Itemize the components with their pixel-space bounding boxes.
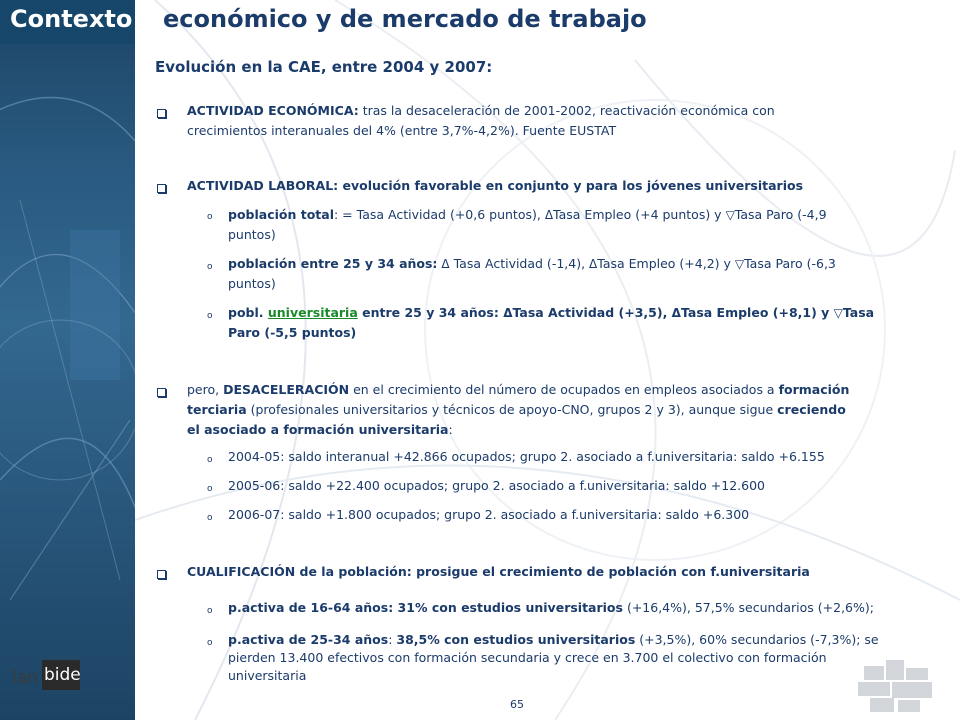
sub-bullet-icon: o bbox=[207, 262, 213, 272]
pobl-universitaria-line2: Paro (-5,5 puntos) bbox=[228, 325, 357, 340]
sub-bullet-icon: o bbox=[207, 606, 213, 616]
actividad-economica-line2: crecimientos interanuales del 4% (entre 3,7%-4,2%). Fuente EUSTAT bbox=[187, 123, 617, 138]
pactiva-25-34-text: (+3,5%), 60% secundarios (-7,3%); se bbox=[635, 632, 879, 647]
government-emblem-icon bbox=[852, 658, 940, 716]
delta-icon: Δ bbox=[441, 257, 450, 271]
delta-icon: Δ bbox=[544, 208, 554, 222]
pactiva-16-64 bbox=[228, 598, 874, 618]
square-bullet-icon bbox=[157, 570, 166, 579]
saldo-2005-06: 2005-06: saldo +22.400 ocupados; grupo 2. asociado a f.universitaria: saldo +12.600 bbox=[228, 478, 766, 493]
poblacion-total-line2: puntos) bbox=[228, 227, 276, 242]
lanbide-logo bbox=[8, 640, 133, 700]
pobl-universitaria-actividad: Tasa Actividad (+3,5), bbox=[512, 305, 672, 320]
poblacion-25-34-actividad: Tasa Actividad (-1,4), bbox=[449, 256, 590, 271]
desaceleracion-line2 bbox=[187, 400, 930, 420]
pactiva-25-34-line3: universitaria bbox=[228, 668, 307, 683]
creciendo-label: creciendo bbox=[777, 402, 846, 417]
sub-bullet-icon: o bbox=[207, 513, 213, 523]
desaceleracion-pre: pero, bbox=[187, 382, 224, 397]
formacion-label: formación bbox=[778, 382, 850, 397]
page-title-part2: económico y de mercado de trabajo bbox=[163, 5, 647, 33]
pactiva-25-34-universitarios: 38,5% con estudios universitarios bbox=[396, 632, 636, 647]
desaceleracion-line3 bbox=[187, 420, 453, 440]
delta-icon: Δ bbox=[503, 306, 513, 320]
poblacion-total-empleo: Tasa Empleo (+4 puntos) y bbox=[553, 207, 726, 222]
square-bullet-icon bbox=[157, 184, 166, 193]
delta-icon: Δ bbox=[589, 257, 598, 271]
logo-text-bide: bide bbox=[42, 660, 80, 690]
desaceleracion-label: DESACELERACIÓN bbox=[223, 382, 350, 397]
pobl-universitaria-tasa: Tasa bbox=[842, 305, 875, 320]
pactiva-25-34-line1 bbox=[228, 630, 930, 650]
square-bullet-icon bbox=[157, 109, 166, 118]
pactiva-25-34-label: p.activa de 25-34 años bbox=[228, 632, 389, 647]
desaceleracion-text: en el crecimiento del número de ocupados en empleos asociados a bbox=[349, 382, 779, 397]
delta-icon: Δ bbox=[671, 306, 681, 320]
terciaria-label: terciaria bbox=[187, 402, 247, 417]
pactiva-25-34-line2: pierden 13.400 efectivos con formación secundaria y crece en 3.700 el colectivo con formación bbox=[228, 650, 827, 665]
actividad-laboral-heading: ACTIVIDAD LABORAL: evolución favorable en conjunto y para los jóvenes universitarios bbox=[187, 178, 804, 193]
pobl-universitaria-line1 bbox=[228, 303, 930, 323]
poblacion-total-label: población total bbox=[228, 207, 334, 222]
pobl-universitaria-age: entre 25 y 34 años: bbox=[357, 305, 504, 320]
poblacion-25-34-paro: Tasa Paro (-6,3 bbox=[744, 256, 836, 271]
actividad-economica-line1 bbox=[187, 101, 930, 121]
sub-bullet-icon: o bbox=[207, 455, 213, 465]
poblacion-25-34-line1 bbox=[228, 254, 930, 274]
poblacion-25-34-label: población entre 25 y 34 años: bbox=[228, 256, 438, 271]
desaceleracion-line1 bbox=[187, 380, 930, 400]
pactiva-16-64-text: (+16,4%), 57,5% secundarios (+2,6%); bbox=[622, 600, 874, 615]
page-title-part1: Contexto bbox=[10, 5, 133, 33]
subtitle: Evolución en la CAE, entre 2004 y 2007: bbox=[155, 58, 493, 76]
saldo-2004-05: 2004-05: saldo interanual +42.866 ocupados; grupo 2. asociado a f.universitaria: saldo +6.155 bbox=[228, 449, 825, 464]
left-decorative-band bbox=[0, 0, 135, 720]
sub-bullet-icon: o bbox=[207, 311, 213, 321]
actividad-economica-text: tras la desaceleración de 2001-2002, reactivación económica con bbox=[362, 103, 775, 118]
actividad-economica-label: ACTIVIDAD ECONÓMICA: bbox=[187, 103, 359, 118]
cualificacion-heading: CUALIFICACIÓN de la población: prosigue el crecimiento de población con f.universitaria bbox=[187, 564, 810, 579]
sub-bullet-icon: o bbox=[207, 638, 213, 648]
poblacion-total-line1 bbox=[228, 205, 930, 225]
sub-bullet-icon: o bbox=[207, 212, 213, 222]
page-number: 65 bbox=[510, 698, 524, 711]
square-bullet-icon bbox=[157, 388, 166, 397]
pactiva-16-64-label: p.activa de 16-64 años: 31% con estudios universitarios bbox=[228, 600, 623, 615]
pobl-prefix: pobl. bbox=[228, 305, 268, 320]
sub-bullet-icon: o bbox=[207, 484, 213, 494]
poblacion-total-paro: Tasa Paro (-4,9 bbox=[734, 207, 827, 222]
band-pattern bbox=[0, 0, 135, 720]
terciaria-text: (profesionales universitarios y técnicos de apoyo-CNO, grupos 2 y 3), aunque sigue bbox=[246, 402, 778, 417]
poblacion-25-34-line2: puntos) bbox=[228, 276, 276, 291]
nabla-icon: ▽ bbox=[734, 257, 745, 271]
pobl-universitaria-empleo: Tasa Empleo (+8,1) y bbox=[680, 305, 834, 320]
nabla-icon: ▽ bbox=[833, 306, 843, 320]
asociado-colon: : bbox=[448, 422, 453, 437]
poblacion-25-34-empleo: Tasa Empleo (+4,2) y bbox=[597, 256, 735, 271]
logo-text-lan: lan bbox=[12, 668, 38, 688]
poblacion-total-text: : = Tasa Actividad (+0,6 puntos), bbox=[334, 207, 545, 222]
asociado-label: el asociado a formación universitaria bbox=[187, 422, 449, 437]
universitaria-highlight: universitaria bbox=[267, 305, 358, 320]
saldo-2006-07: 2006-07: saldo +1.800 ocupados; grupo 2. asociado a f.universitaria: saldo +6.300 bbox=[228, 507, 750, 522]
pactiva-25-34-colon: : bbox=[388, 632, 397, 647]
nabla-icon: ▽ bbox=[725, 208, 735, 222]
